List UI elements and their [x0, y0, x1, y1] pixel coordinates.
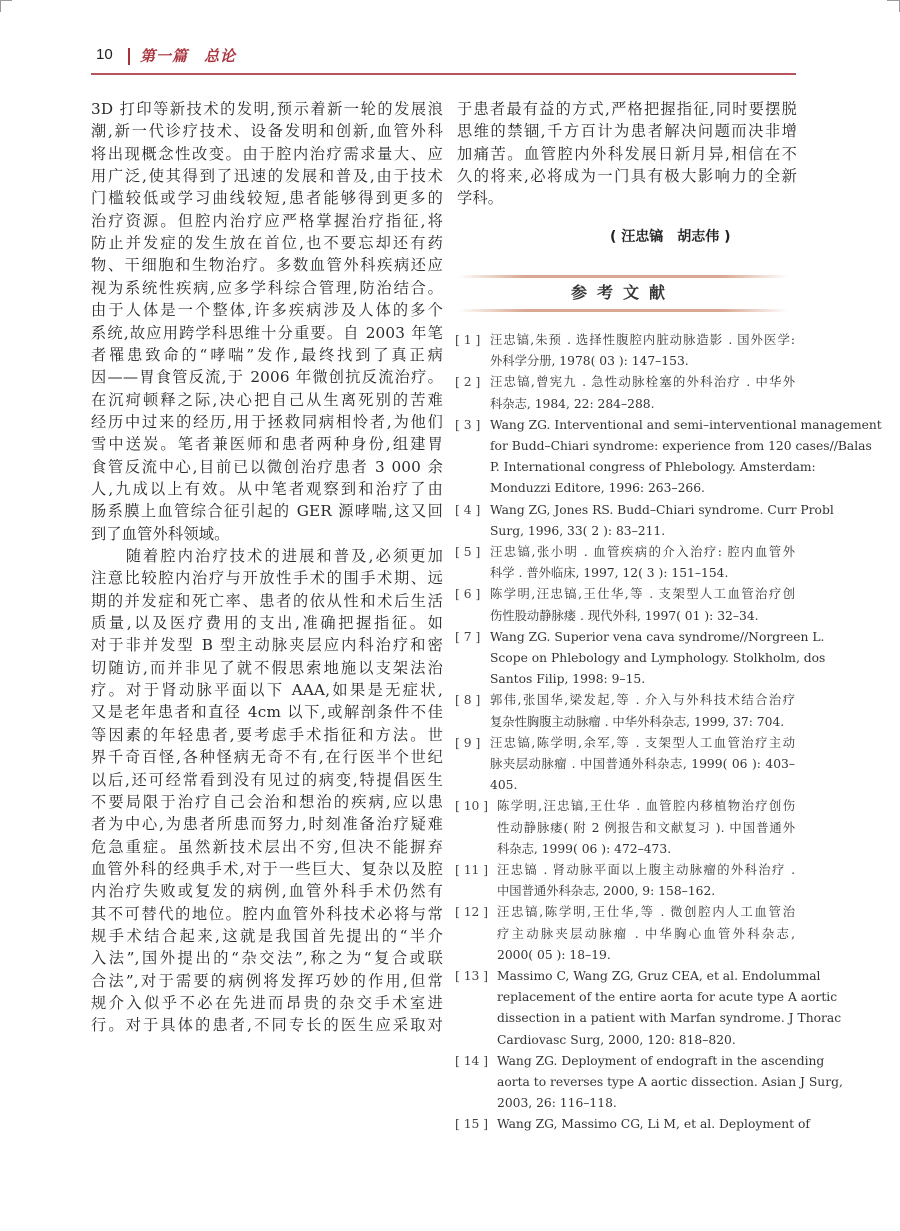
- reference-number: [ 7 ]: [455, 629, 481, 644]
- reference-text-line: Wang ZG, Jones RS. Budd–Chiari syndrome. Curr Probl: [490, 502, 834, 517]
- crop-mark-top-right-h: [887, 0, 899, 1]
- reference-number: [ 2 ]: [455, 375, 481, 390]
- reference-text-line: Surg, 1996, 33( 2 ): 83–211.: [490, 523, 666, 538]
- body-text-line: 对于非并发型 B 型主动脉夹层应内科治疗和密: [91, 636, 443, 655]
- body-text-line: 入法”,国外提出的“杂交法”,称之为“复合或联: [91, 949, 443, 968]
- body-text-line: 视为系统性疾病,应多学科综合管理,防治结合。: [91, 278, 443, 297]
- reference-text-line: 陈学明,汪忠镐,王仕华 . 血管腔内移植物治疗创伤: [497, 799, 795, 814]
- reference-text-line: 汪忠镐,曾宪九 . 急性动脉栓塞的外科治疗 . 中华外: [490, 375, 795, 390]
- body-text-line: 等因素的年轻患者,要考虑手术指征和方法。世: [91, 725, 443, 744]
- reference-text-line: Scope on Phlebology and Lymphology. Stolkholm, dos: [490, 651, 826, 665]
- body-text-line: 学科。: [457, 189, 504, 208]
- reference-text-line: 科学 . 普外临床, 1997, 12( 3 ): 151–154.: [490, 566, 729, 581]
- body-text-line: 以后,还可经常看到没有见过的病变,特提倡医生: [91, 770, 443, 789]
- body-text-line: 期的并发症和死亡率、患者的依从性和术后生活: [91, 591, 443, 610]
- references-heading: 参考文献: [570, 283, 675, 302]
- reference-number: [ 5 ]: [455, 545, 481, 559]
- body-text-line: 防止并发症的发生放在首位,也不要忘却还有药: [91, 234, 443, 253]
- reference-text-line: 陈学明,汪忠镐,王仕华,等 . 支架型人工血管治疗创: [490, 587, 795, 602]
- crop-mark-top-left-v: [0, 0, 1, 12]
- reference-text-line: 外科学分册, 1978( 03 ): 147–153.: [490, 354, 689, 369]
- body-text-line: 内治疗失败或复发的病例,血管外科手术仍然有: [91, 882, 443, 901]
- header-rule: [91, 73, 796, 75]
- body-text-line: 治疗资源。但腔内治疗应严格掌握治疗指征,将: [91, 211, 443, 230]
- reference-text-line: 科杂志, 1999( 06 ): 472–473.: [497, 841, 672, 856]
- crop-mark-top-left-h: [0, 0, 12, 1]
- reference-text-line: 性动静脉瘘( 附 2 例报告和文献复习 ). 中国普通外: [497, 820, 795, 835]
- reference-text-line: Wang ZG. Deployment of endograft in the ascending: [497, 1053, 825, 1068]
- body-text-line: 者为中心,为患者所患而努力,时刻准备治疗疑难: [91, 815, 443, 834]
- body-text-line: 又是老年患者和直径 4cm 以下,或解剖条件不佳: [91, 703, 443, 722]
- reference-text-line: 405.: [490, 778, 518, 793]
- references-heading-block: [458, 272, 788, 312]
- body-text-line: 不要局限于治疗自己会治和想治的疾病,应以患: [91, 792, 443, 811]
- body-text-line: 行。对于具体的患者,不同专长的医生应采取对: [91, 1016, 443, 1035]
- reference-number: [ 4 ]: [455, 502, 481, 517]
- body-text-line: 质量,以及医疗费用的支出,准确把握指征。如: [91, 614, 443, 633]
- body-text-line: 经历中过来的经历,用于拯救同病相怜者,为他们: [91, 412, 443, 431]
- body-text-line: 加痛苦。血管腔内外科发展日新月异,相信在不: [457, 144, 797, 163]
- body-text-line: 切随访,而并非见了就不假思索地施以支架法治: [91, 658, 443, 677]
- reference-text-line: Cardiovasc Surg, 2000, 120: 818–820.: [497, 1032, 736, 1047]
- body-text-line: 因——胃食管反流,于 2006 年微创抗反流治疗。: [91, 368, 443, 387]
- body-text-line: 人,九成以上有效。从中笔者观察到和治疗了由: [91, 479, 443, 498]
- part-title: 第一篇 总论: [140, 47, 237, 65]
- reference-number: [ 10 ]: [455, 799, 489, 814]
- reference-text-line: 伤性股动静脉瘘 . 现代外科, 1997( 01 ): 32–34.: [490, 608, 759, 623]
- references-heading-bar-bottom: [458, 309, 788, 312]
- reference-text-line: Wang ZG. Interventional and semi–interventional management: [490, 417, 882, 432]
- body-text-line: 久的将来,必将成为一门具有极大影响力的全新: [457, 167, 797, 186]
- reference-text-line: replacement of the entire aorta for acute type A aortic: [497, 990, 838, 1005]
- body-text-line: 系统,故应用跨学科思维十分重要。自 2003 年笔: [91, 323, 443, 342]
- body-text-line: 合法”,对于需要的病例将发挥巧妙的作用,但常: [91, 971, 443, 990]
- reference-text-line: aorta to reverses type A aortic dissection. Asian J Surg,: [497, 1075, 843, 1089]
- body-text-line: 雪中送炭。笔者兼医师和患者两种身份,组建胃: [91, 435, 443, 454]
- body-text-line: 注意比较腔内治疗与开放性手术的围手术期、远: [91, 569, 443, 588]
- reference-text-line: 汪忠镐,陈学明,王仕华,等 . 微创腔内人工血管治: [497, 905, 795, 920]
- reference-text-line: 中国普通外科杂志, 2000, 9: 158–162.: [497, 884, 716, 899]
- author-signature: ( 汪忠镐 胡志伟 ): [610, 229, 731, 245]
- reference-text-line: 2000( 05 ): 18–19.: [497, 947, 611, 962]
- body-text-line: 潮,新一代诊疗技术、设备发明和创新,血管外科: [91, 122, 443, 141]
- body-text-line: 随着腔内治疗技术的进展和普及,必须更加: [91, 547, 443, 565]
- header-separator: [128, 48, 130, 65]
- reference-text-line: Monduzzi Editore, 1996: 263–266.: [490, 481, 705, 496]
- body-text-line: 界千奇百怪,各种怪病无奇不有,在行医半个世纪: [91, 748, 443, 767]
- reference-number: [ 3 ]: [455, 417, 481, 432]
- body-text-line: 于患者最有益的方式,严格把握指征,同时要摆脱: [457, 100, 797, 118]
- reference-number: [ 14 ]: [455, 1053, 489, 1068]
- reference-text-line: Wang ZG, Massimo CG, Li M, et al. Deployment of: [497, 1117, 810, 1132]
- reference-text-line: 脉夹层动脉瘤 . 中国普通外科杂志, 1999( 06 ): 403–: [490, 757, 795, 771]
- body-text-line: 危急重症。虽然新技术层出不穷,但决不能摒弃: [91, 837, 443, 856]
- body-text-line: 思维的禁锢,千方百计为患者解决问题而决非增: [457, 122, 797, 141]
- body-text-line: 疗。对于肾动脉平面以下 AAA,如果是无症状,: [91, 681, 443, 700]
- body-text-line: 门槛较低或学习曲线较短,患者能够得到更多的: [91, 189, 443, 208]
- reference-text-line: for Budd–Chiari syndrome: experience from 120 cases//Balas: [490, 439, 872, 453]
- reference-text-line: Wang ZG. Superior vena cava syndrome//Norgreen L.: [490, 629, 825, 644]
- reference-text-line: 复杂性胸腹主动脉瘤 . 中华外科杂志, 1999, 37: 704.: [490, 714, 785, 729]
- reference-text-line: Massimo C, Wang ZG, Gruz CEA, et al. Endolummal: [497, 969, 821, 983]
- body-text-line: 者罹患致命的“哮喘”发作,最终找到了真正病: [91, 345, 443, 364]
- body-text-line: 用广泛,使其得到了迅速的发展和普及,由于技术: [91, 167, 443, 186]
- page-number: 10: [96, 46, 113, 63]
- reference-text-line: P. International congress of Phlebology. Amsterdam:: [490, 460, 816, 475]
- reference-number: [ 11 ]: [455, 863, 489, 877]
- reference-number: [ 9 ]: [455, 735, 481, 750]
- body-text-line: 其不可替代的地位。腔内血管外科技术必将与常: [91, 904, 443, 923]
- body-text-line: 规手术结合起来,这就是我国首先提出的“半介: [91, 926, 443, 945]
- reference-number: [ 15 ]: [455, 1117, 489, 1132]
- reference-text-line: 汪忠镐,张小明 . 血管疾病的介入治疗: 腔内血管外: [490, 545, 795, 559]
- reference-number: [ 6 ]: [455, 587, 481, 602]
- body-text-line: 规介入似乎不必在先进而昂贵的杂交手术室进: [91, 994, 443, 1012]
- reference-number: [ 13 ]: [455, 969, 489, 983]
- body-text-line: 3D 打印等新技术的发明,预示着新一轮的发展浪: [91, 100, 443, 118]
- references-heading-bar-top: [458, 275, 788, 278]
- reference-number: [ 1 ]: [455, 333, 481, 347]
- reference-text-line: 汪忠镐,朱预 . 选择性腹腔内脏动脉造影 . 国外医学:: [490, 333, 795, 347]
- reference-text-line: 郭伟,张国华,梁发起,等 . 介入与外科技术结合治疗: [490, 693, 795, 708]
- reference-text-line: 2003, 26: 116–118.: [497, 1096, 617, 1111]
- reference-text-line: 汪忠镐 . 肾动脉平面以上腹主动脉瘤的外科治疗 .: [497, 863, 795, 877]
- reference-text-line: 汪忠镐,陈学明,余军,等 . 支架型人工血管治疗主动: [490, 735, 795, 750]
- body-text-line: 在沉疴顿释之际,决心把自己从生离死别的苦难: [91, 390, 443, 409]
- body-text-line: 食管反流中心,目前已以微创治疗患者 3 000 余: [91, 457, 443, 476]
- body-text-line: 肠系膜上血管综合征引起的 GER 源哮喘,这又回: [91, 502, 443, 521]
- body-text-line: 血管外科的经典手术,对于一些巨大、复杂以及腔: [91, 859, 443, 878]
- reference-text-line: Santos Filip, 1998: 9–15.: [490, 672, 646, 687]
- body-text-line: 由于人体是一个整体,许多疾病涉及人体的多个: [91, 301, 443, 320]
- reference-text-line: 科杂志, 1984, 22: 284–288.: [490, 396, 655, 411]
- reference-text-line: 疗主动脉夹层动脉瘤 . 中华胸心血管外科杂志,: [497, 926, 795, 941]
- reference-number: [ 8 ]: [455, 693, 481, 708]
- body-text-line: 物、干细胞和生物治疗。多数血管外科疾病还应: [91, 256, 443, 275]
- body-text-line: 将出现概念性改变。由于腔内治疗需求量大、应: [91, 144, 443, 163]
- body-text-line: 到了血管外科领域。: [91, 524, 230, 543]
- reference-number: [ 12 ]: [455, 905, 489, 920]
- reference-text-line: dissection in a patient with Marfan syndrome. J Thorac: [497, 1011, 842, 1026]
- running-header: [90, 44, 795, 70]
